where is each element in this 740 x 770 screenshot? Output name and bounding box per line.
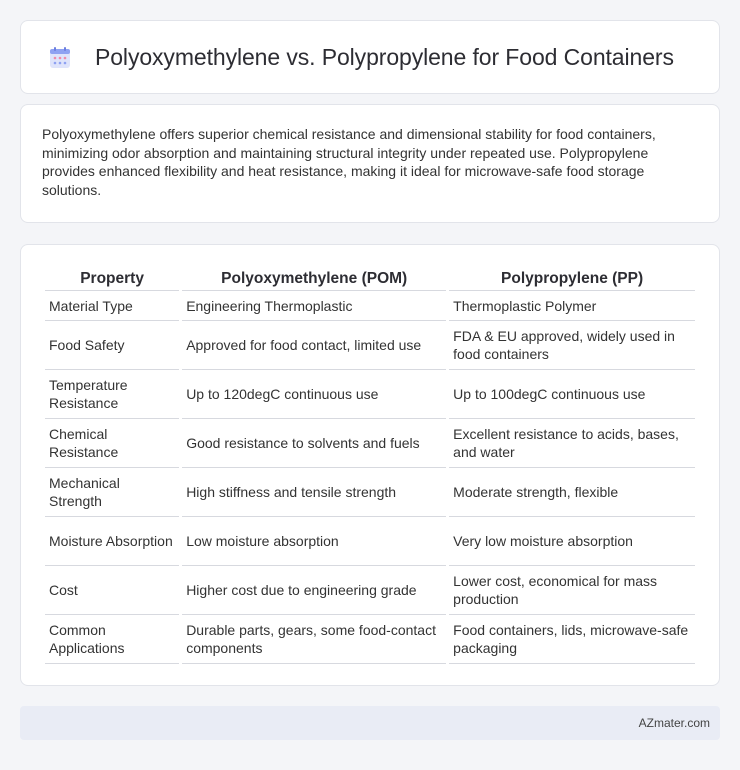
pom-cell: High stiffness and tensile strength [182, 468, 446, 517]
header-card [20, 20, 720, 94]
intro-card [20, 104, 720, 223]
footer-bar [20, 706, 720, 740]
table-row [45, 321, 695, 370]
header-property: Property [45, 265, 179, 291]
comparison-card [20, 244, 720, 686]
pom-cell: Good resistance to solvents and fuels [182, 419, 446, 468]
pp-cell: Moderate strength, flexible [449, 468, 695, 517]
header-pp: Polypropylene (PP) [449, 265, 695, 291]
table-row [45, 468, 695, 517]
property-cell: Moisture Absorption [45, 517, 179, 566]
table-row [45, 517, 695, 566]
property-cell: Temperature Resistance [45, 370, 179, 419]
table-row [45, 370, 695, 419]
table-row [45, 291, 695, 321]
pp-cell: Food containers, lids, microwave-safe packaging [449, 615, 695, 664]
pom-cell: Up to 120degC continuous use [182, 370, 446, 419]
pom-cell: Approved for food contact, limited use [182, 321, 446, 370]
page-title: Polyoxymethylene vs. Polypropylene for Food Containers [95, 44, 674, 70]
pp-cell: FDA & EU approved, widely used in food containers [449, 321, 695, 370]
table-row [45, 566, 695, 615]
table-header-row [45, 265, 695, 291]
footer-site-link[interactable]: AZmater.com [638, 716, 710, 730]
property-cell: Common Applications [45, 615, 179, 664]
pom-cell: Higher cost due to engineering grade [182, 566, 446, 615]
pp-cell: Lower cost, economical for mass production [449, 566, 695, 615]
pp-cell: Very low moisture absorption [449, 517, 695, 566]
pom-cell: Durable parts, gears, some food-contact components [182, 615, 446, 664]
property-cell: Mechanical Strength [45, 468, 179, 517]
property-cell: Cost [45, 566, 179, 615]
header-pom: Polyoxymethylene (POM) [182, 265, 446, 291]
comparison-table [42, 265, 698, 664]
pom-cell: Low moisture absorption [182, 517, 446, 566]
table-row [45, 615, 695, 664]
pp-cell: Excellent resistance to acids, bases, and water [449, 419, 695, 468]
table-row [45, 419, 695, 468]
pp-cell: Up to 100degC continuous use [449, 370, 695, 419]
property-cell: Chemical Resistance [45, 419, 179, 468]
property-cell: Food Safety [45, 321, 179, 370]
pom-cell: Engineering Thermoplastic [182, 291, 446, 321]
calendar-icon [48, 46, 72, 70]
intro-paragraph: Polyoxymethylene offers superior chemical resistance and dimensional stability for food containers, minimizing odor absorption and maintaining structural integrity under repeated use. Polypropylene provides enhanced flexibility and heat resistance, making it ideal for microwave-safe food storage solutions. [42, 126, 656, 198]
property-cell: Material Type [45, 291, 179, 321]
pp-cell: Thermoplastic Polymer [449, 291, 695, 321]
